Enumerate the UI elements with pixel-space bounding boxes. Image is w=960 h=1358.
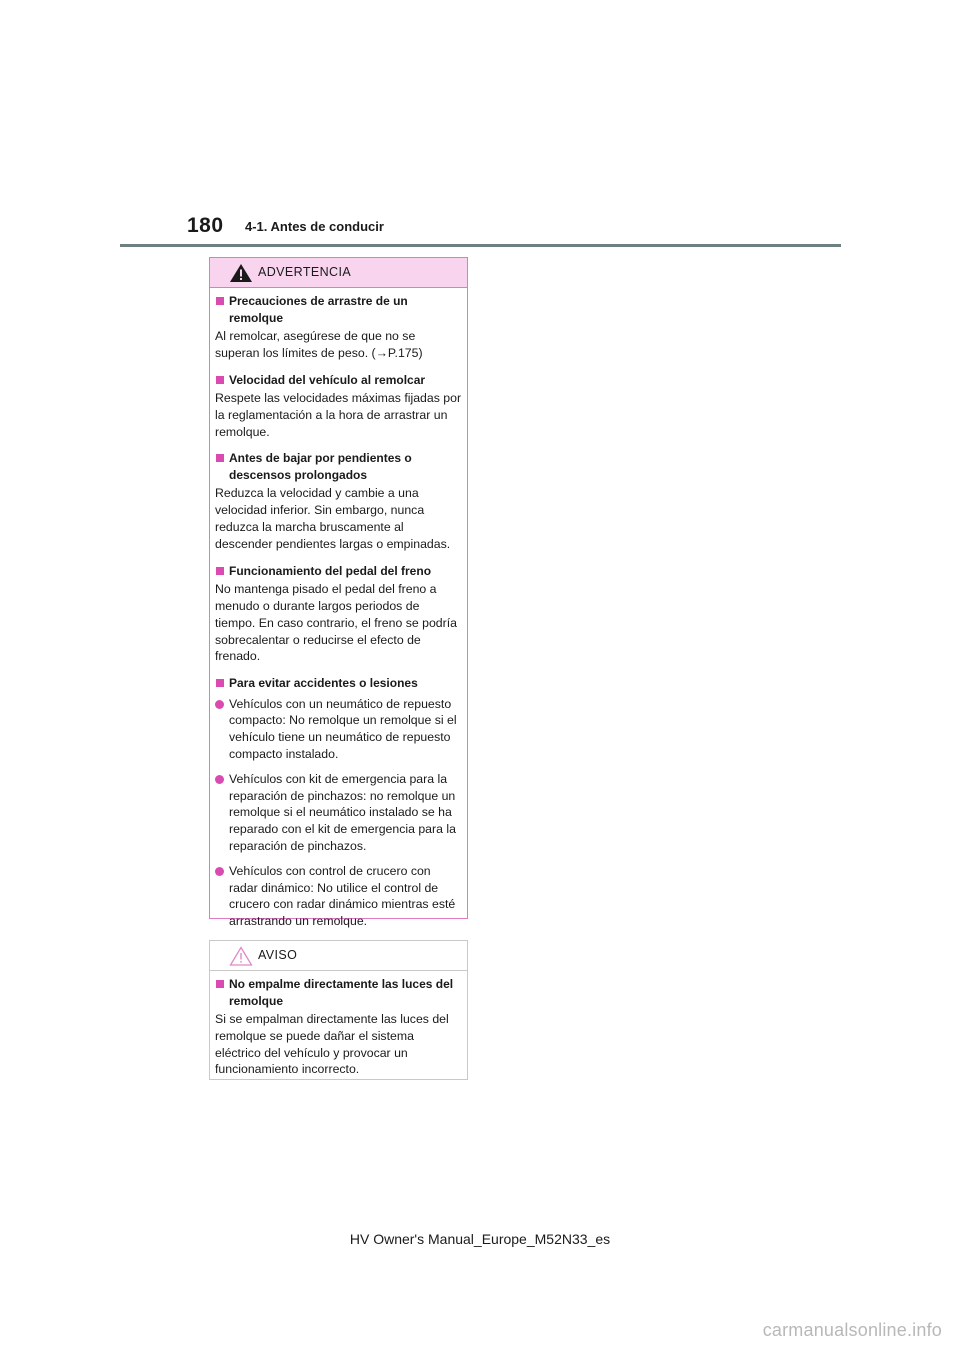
warning-section xyxy=(215,675,462,930)
warning-section xyxy=(215,450,462,552)
square-bullet-icon xyxy=(216,297,224,305)
warning-body xyxy=(210,288,467,930)
circle-bullet-icon xyxy=(215,700,224,709)
notice-title: AVISO xyxy=(258,948,298,962)
section-text: Respete las velocidades máximas fijadas por la reglamentación a la hora de arrastrar un remolque. xyxy=(215,391,462,439)
page-number: 180 xyxy=(187,214,224,237)
warning-box-header xyxy=(210,258,467,288)
notice-box xyxy=(209,940,468,1080)
notice-body xyxy=(210,971,467,1078)
caution-triangle-outline-icon xyxy=(229,946,253,966)
circle-bullet-icon xyxy=(215,867,224,876)
section-text: Si se empalman directamente las luces del remolque se puede dañar el sistema eléctrico del vehículo y provocar un funcionamiento incorrecto. xyxy=(215,1012,449,1077)
warning-section xyxy=(215,293,462,362)
square-bullet-icon xyxy=(216,679,224,687)
section-text: Al remolcar, asegúrese de que no se superan los límites de peso. (→P.175) xyxy=(215,329,423,360)
header-divider xyxy=(120,244,841,247)
section-text: Reduzca la velocidad y cambie a una velocidad inferior. Sin embargo, nunca reduzca la marcha bruscamente al descender pendientes largas o empinadas. xyxy=(215,486,451,551)
list-item: Vehículos con control de crucero con radar dinámico: No utilice el control de crucero con radar dinámico mientras esté arrastrando un remolque. xyxy=(215,863,462,930)
section-heading: No empalme directamente las luces del remolque xyxy=(215,976,462,1009)
section-text: No mantenga pisado el pedal del freno a menudo o durante largos periodos de tiempo. En caso contrario, el freno se podría sobrecalentar o reducirse el efecto de frenado. xyxy=(215,582,457,664)
section-heading: Precauciones de arrastre de un remolque xyxy=(215,293,462,326)
section-title: 4-1. Antes de conducir xyxy=(245,219,384,234)
section-heading: Velocidad del vehículo al remolcar xyxy=(215,372,462,389)
list-item: Vehículos con un neumático de repuesto compacto: No remolque un remolque si el vehículo tiene un neumático de repuesto compacto instalado. xyxy=(215,696,462,763)
document-footer: HV Owner's Manual_Europe_M52N33_es xyxy=(349,1231,611,1247)
list-item: Vehículos con kit de emergencia para la reparación de pinchazos: no remolque un remolque si el neumático instalado se ha reparado con el kit de emergencia para la reparación de pinchazos. xyxy=(215,771,462,855)
section-heading: Para evitar accidentes o lesiones xyxy=(215,675,462,692)
section-heading: Funcionamiento del pedal del freno xyxy=(215,563,462,580)
square-bullet-icon xyxy=(216,376,224,384)
warning-box xyxy=(209,257,468,929)
warning-section xyxy=(215,372,462,441)
notice-section xyxy=(215,976,462,1078)
square-bullet-icon xyxy=(216,980,224,988)
square-bullet-icon xyxy=(216,567,224,575)
circle-bullet-icon xyxy=(215,775,224,784)
section-heading: Antes de bajar por pendientes o descensos prolongados xyxy=(215,450,462,483)
notice-box-header xyxy=(210,941,467,971)
square-bullet-icon xyxy=(216,454,224,462)
watermark: carmanualsonline.info xyxy=(762,1320,942,1340)
warning-triangle-icon xyxy=(229,263,253,283)
warning-title: ADVERTENCIA xyxy=(258,265,352,279)
warning-section xyxy=(215,563,462,665)
